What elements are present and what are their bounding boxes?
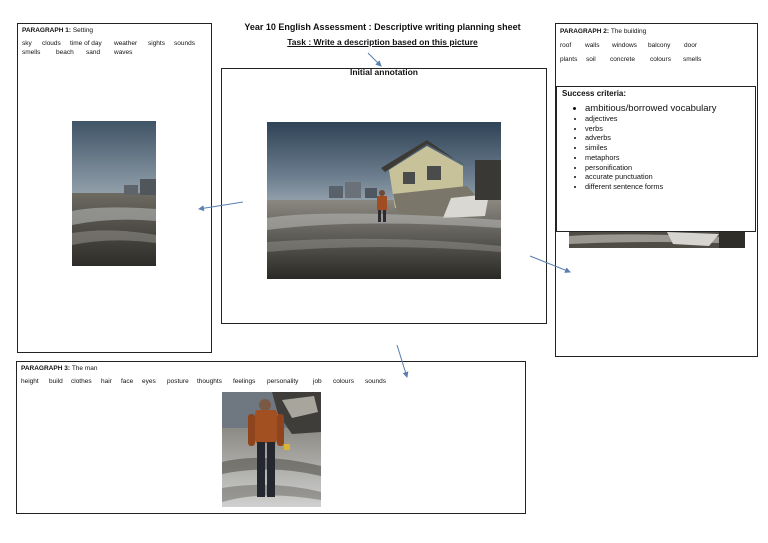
paragraph-2-title: PARAGRAPH 2: The building	[560, 28, 647, 35]
prompt-word: plants	[560, 56, 578, 63]
prompt-word: waves	[114, 49, 133, 56]
prompt-word: personality	[267, 378, 299, 385]
page-title: Year 10 English Assessment : Descriptive writing planning sheet	[244, 22, 521, 32]
criteria-item: • adverbs	[585, 133, 768, 143]
arrow-to-man	[397, 345, 407, 377]
prompt-word: sounds	[174, 40, 195, 47]
paragraph-1-title: PARAGRAPH 1: Setting	[22, 27, 94, 34]
prompt-word: clouds	[42, 40, 61, 47]
prompt-word: sights	[148, 40, 165, 47]
criteria-item: • verbs	[585, 124, 768, 134]
prompt-word: concrete	[610, 56, 635, 63]
criteria-item: • accurate punctuation	[585, 172, 768, 182]
prompt-word: posture	[167, 378, 189, 385]
prompt-word: roof	[560, 42, 572, 49]
prompt-word: door	[684, 42, 698, 49]
task-instruction: Task : Write a description based on this picture	[287, 37, 478, 47]
criteria-item: • metaphors	[585, 153, 768, 163]
prompt-word: hair	[101, 378, 112, 385]
criteria-item: • different sentence forms	[585, 182, 768, 192]
prompt-word: windows	[612, 42, 637, 49]
prompt-word: weather	[114, 40, 138, 47]
prompt-word: colours	[650, 56, 671, 63]
prompt-word: soil	[586, 56, 596, 63]
paragraph-3-title: PARAGRAPH 3: The man	[21, 365, 98, 372]
prompt-word: clothes	[71, 378, 92, 385]
prompt-word: smells	[22, 49, 41, 56]
criteria-item: • adjectives	[585, 114, 768, 124]
prompt-word: colours	[333, 378, 354, 385]
prompt-word: beach	[56, 49, 74, 56]
prompt-word: walls	[585, 42, 600, 49]
success-criteria-title: Success criteria:	[562, 89, 627, 98]
prompt-word: thoughts	[197, 378, 222, 385]
arrow-task-to-picture	[368, 53, 381, 66]
criteria-item: • personification	[585, 163, 768, 173]
prompt-word: sand	[86, 49, 101, 56]
prompt-word: sky	[22, 40, 32, 47]
criteria-item: • ambitious/borrowed vocabulary	[585, 103, 768, 114]
prompt-word: sounds	[365, 378, 386, 385]
prompt-word: balcony	[648, 42, 671, 49]
prompt-word: eyes	[142, 378, 156, 385]
initial-annotation-label: Initial annotation	[350, 67, 418, 77]
prompt-word: time of day	[70, 40, 102, 47]
prompt-word: height	[21, 378, 39, 385]
prompt-word: face	[121, 378, 134, 385]
criteria-item: • similes	[585, 143, 768, 153]
prompt-word: job	[313, 378, 322, 385]
arrow-to-building	[530, 256, 570, 272]
prompt-word: smells	[683, 56, 702, 63]
prompt-word: feelings	[233, 378, 256, 385]
arrow-to-setting	[199, 202, 243, 209]
prompt-word: build	[49, 378, 63, 385]
